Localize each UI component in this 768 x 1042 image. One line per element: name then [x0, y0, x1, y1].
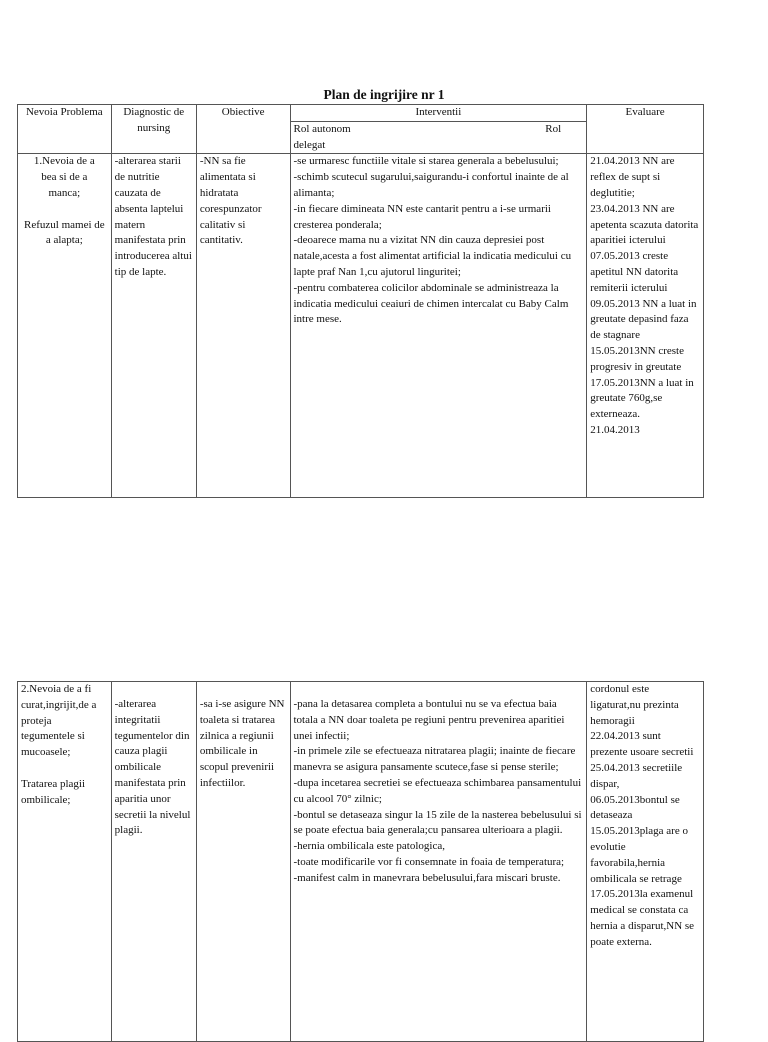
- obiective-cell: -NN sa fie alimentata si hidratata corespunzator calitativ si cantitativ.: [196, 154, 290, 498]
- header-rol: Rol: [545, 122, 562, 135]
- header-obiective: Obiective: [196, 105, 290, 154]
- nevoia-line: bea si de a: [41, 171, 88, 184]
- header-delegat: delegat: [293, 138, 326, 151]
- care-plan-table-2: [17, 681, 704, 1042]
- page-title: Plan de ingrijire nr 1: [323, 87, 445, 102]
- nevoia-text: 2.Nevoia de a fi curat,ingrijit,de a proteja tegumentele si mucoasele;: [21, 683, 97, 759]
- header-rol-autonom: Rol autonom: [293, 122, 351, 135]
- header-interventii: Interventii: [290, 105, 587, 122]
- header-nevoia: Nevoia Problema: [18, 105, 112, 154]
- table-header-row: [18, 105, 704, 122]
- nevoia-cell: [18, 682, 112, 1042]
- header-rol-cell: [290, 121, 587, 154]
- evaluare-cell: 21.04.2013 NN are reflex de supt si deglutitie; 23.04.2013 NN are apetenta scazuta datorita aparitiei icterului 07.05.2013 creste apetitul NN datorita remiterii icterului 09.05.2013 NN a luat in greutate depasind faza de stagnare 15.05.2013NN creste progresiv in greutate 17.05.2013NN a luat in greutate 760g,se externeaza. 21.04.2013: [587, 154, 704, 498]
- evaluare-cell: cordonul este ligaturat,nu prezinta hemoragii 22.04.2013 sunt prezente usoare secretii 25.04.2013 secretiile dispar, 06.05.2013bontul se detaseaza 15.05.2013plaga are o evolutie favorabila,hernia ombilicala se retrage 17.05.2013la examenul medical se constata ca hernia a disparut,NN se poate externa.: [587, 682, 704, 1042]
- diagnostic-cell: -alterarea starii de nutritie cauzata de absenta laptelui matern manifestata prin introducerea altui tip de lapte.: [111, 154, 196, 498]
- problema-text: Tratarea plagii ombilicale;: [21, 777, 86, 806]
- table-row: [18, 154, 704, 498]
- obiective-cell: -sa i-se asigure NN toaleta si tratarea zilnica a regiunii ombilicale in scopul prevenirii infectiilor.: [196, 682, 290, 1042]
- care-plan-table-1: [17, 104, 704, 498]
- nevoia-line: manca;: [48, 186, 81, 199]
- problema-text: Refuzul mamei de a alapta;: [24, 218, 105, 247]
- header-diagnostic: Diagnostic de nursing: [111, 105, 196, 154]
- nevoia-line: 1.Nevoia de a: [33, 155, 95, 168]
- diagnostic-cell: -alterarea integritatii tegumentelor din cauza plagii ombilicale manifestata prin aparitia unor secretii la nivelul plagii.: [111, 682, 196, 1042]
- interventii-cell: -pana la detasarea completa a bontului nu se va efectua baia totala a NN doar toaleta pe regiuni pentru prevenirea aparitiei unei infectii; -in primele zile se efectueaza nitratarea plagii; inainte de fiecare manevra se asigura pansamente scutece,fase si pense sterile; -dupa incetarea secretiei se efectueaza schimbarea pansamentului cu alcool 70° zilnic; -bontul se detaseaza singur la 15 zile de la nasterea bebelusului si se poate efectua baia generala;cu pansarea ulterioara a plagii. -hernia ombilicala este patologica, -toate modificarile vor fi consemnate in foaia de temperatura; -manifest calm in manevrara bebelusului,fara miscari bruste.: [290, 682, 587, 1042]
- nevoia-cell: [18, 154, 112, 498]
- table-row: [18, 682, 704, 1042]
- interventii-cell: -se urmaresc functiile vitale si starea generala a bebelusului; -schimb scutecul sugarului,saigurandu-i confortul inainte de al alimanta; -in fiecare dimineata NN este cantarit pentru a i-se urmarii cresterea ponderala; -deoarece mama nu a vizitat NN din cauza depresiei post natale,acesta a fost alimentat artificial la indicatia medicului cu lapte praf Nan 1,cu ajutorul linguritei; -pentru combaterea colicilor abdominale se administreaza la indicatia medicului ceaiuri de chimen intercalat cu Baby Calm intre mese.: [290, 154, 587, 498]
- header-evaluare: Evaluare: [587, 105, 704, 154]
